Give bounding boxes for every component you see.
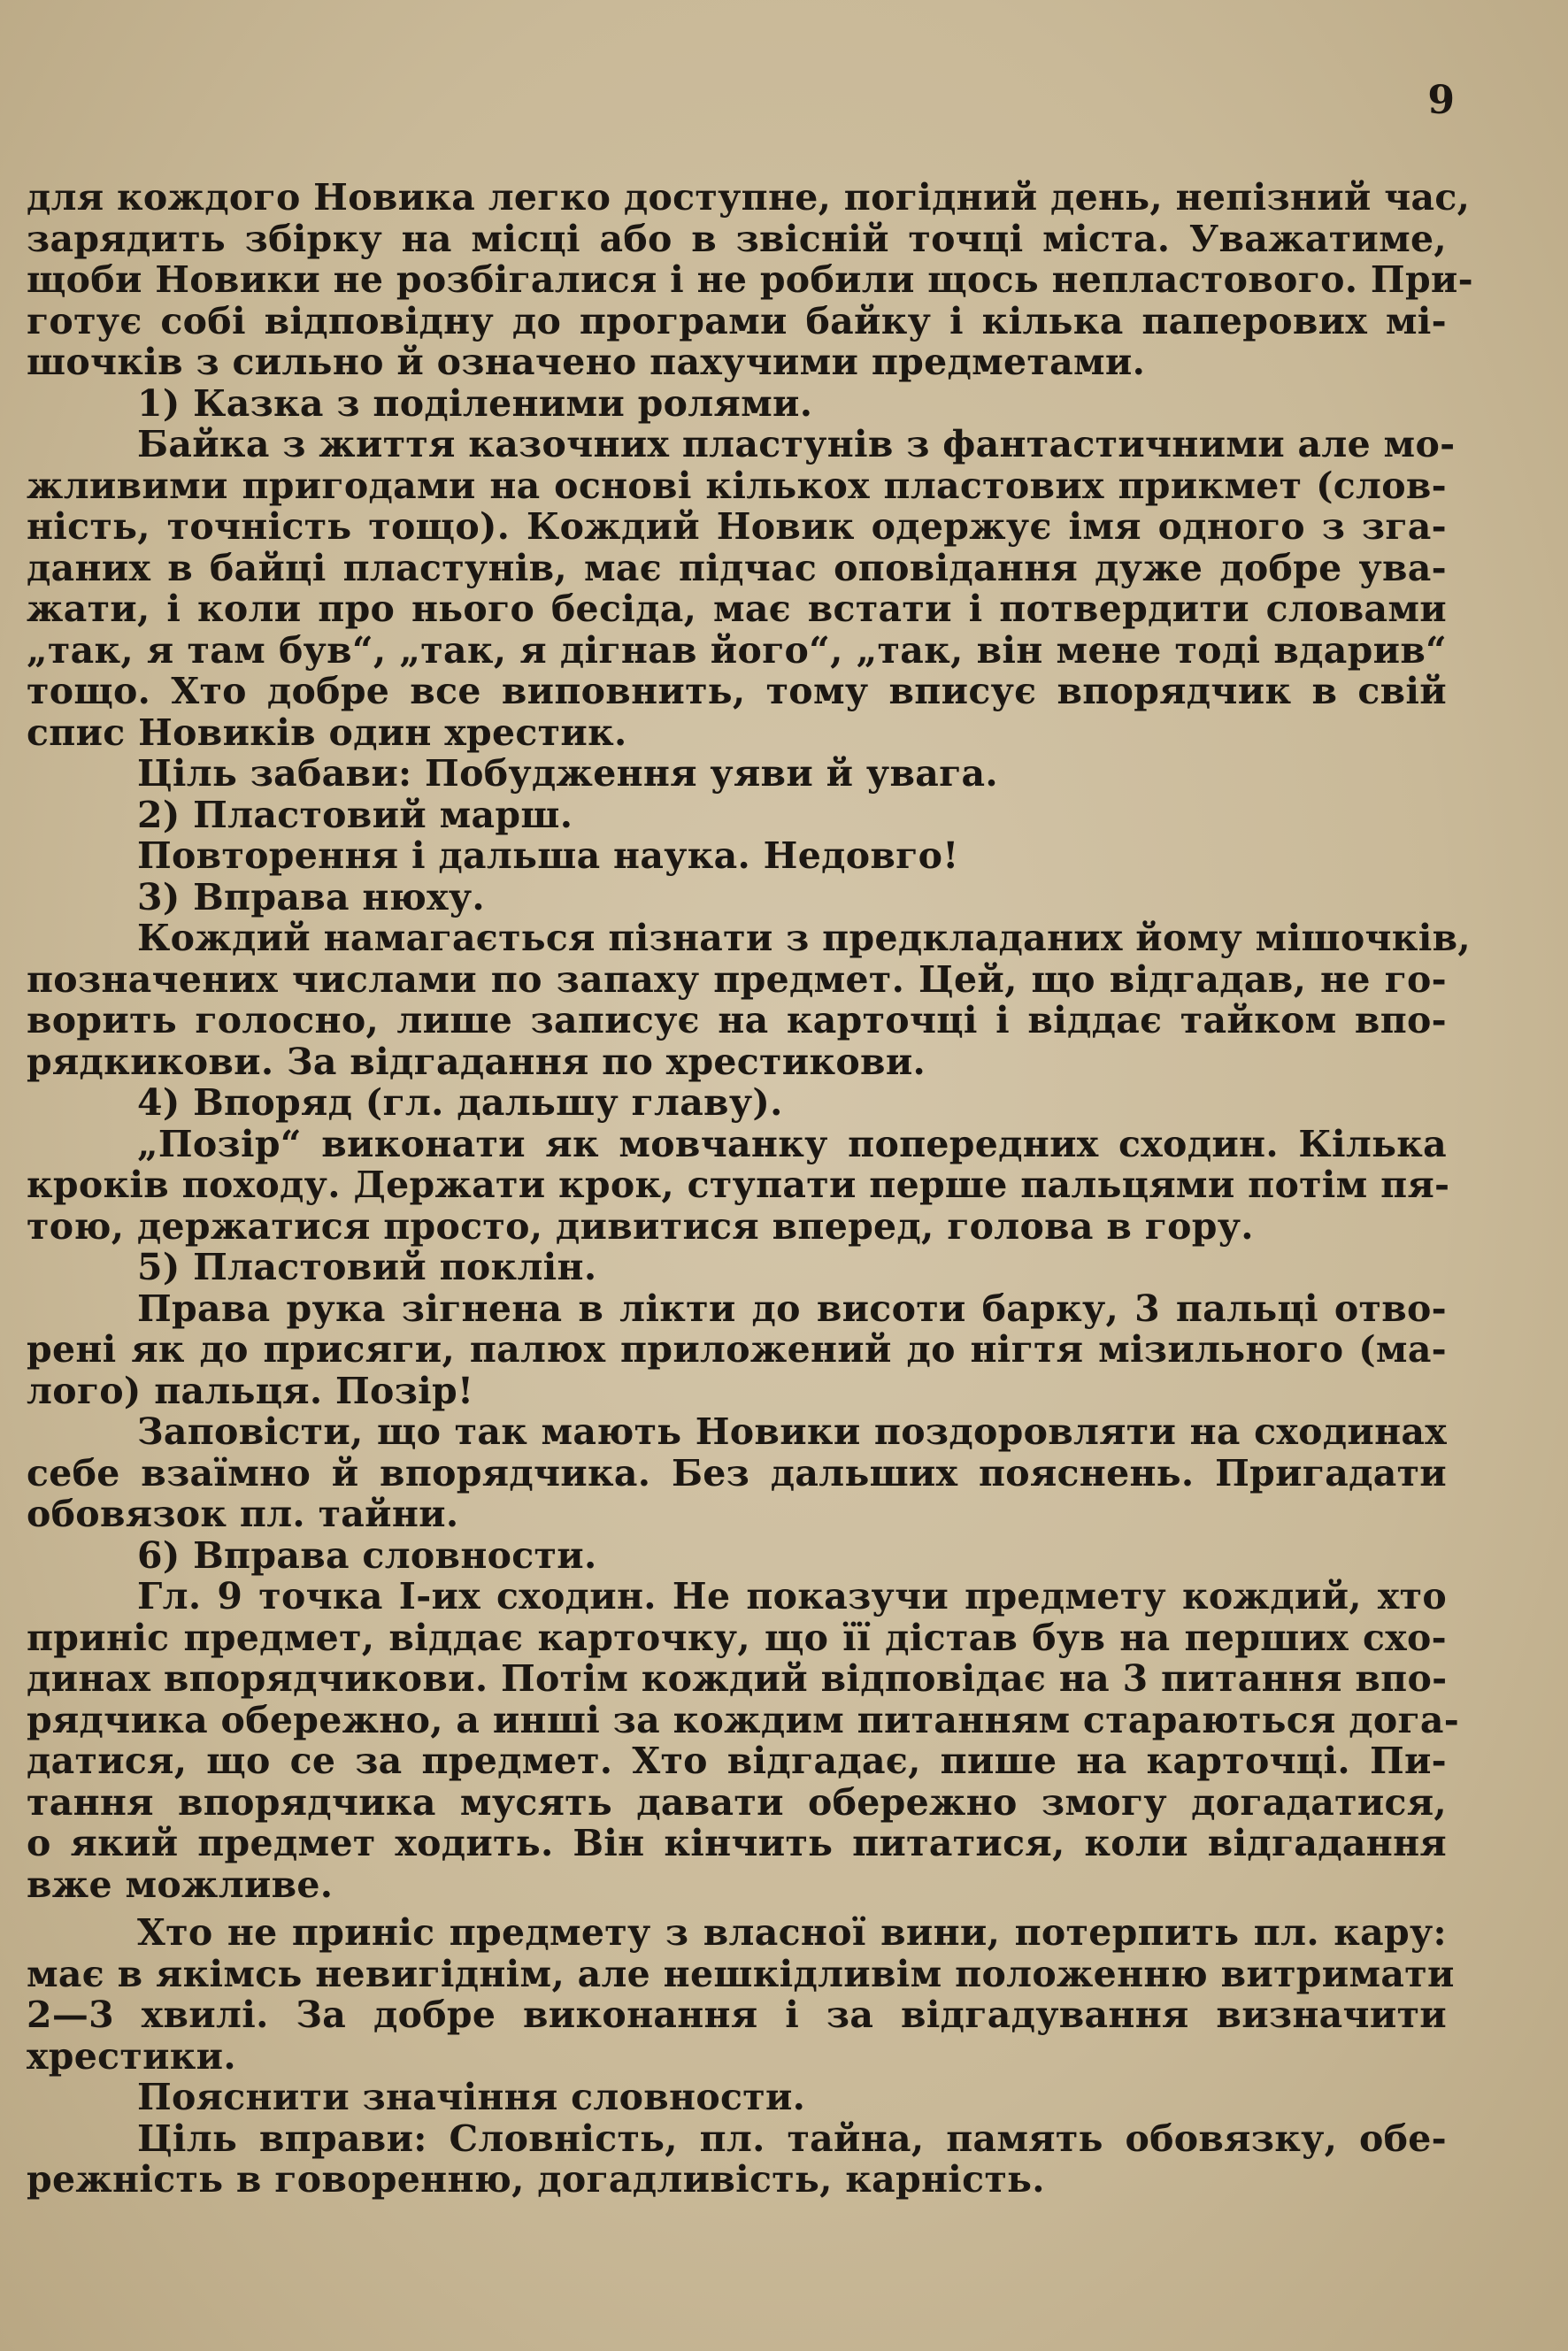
text-line: „Позір“ виконати як мовчанку попередних сходин. Кілька (137, 1122, 1447, 1165)
text-line: 2—3 хвилі. За добре виконання і за відгадування визначити (27, 1994, 1447, 2036)
text-line: Повторення і дальша наука. Недовго! (137, 834, 959, 877)
text-line: 2) Пластовий марш. (137, 793, 573, 836)
text-line: шочків з сильно й означено пахучими предметами. (27, 341, 1146, 383)
text-line: готує собі відповідну до програми байку і кілька паперових мі- (27, 299, 1447, 342)
text-line: лого) пальця. Позір! (27, 1369, 474, 1412)
text-line: Байка з життя казочних пластунів з фантастичними але мо- (137, 423, 1456, 465)
text-line: „так, я там був“, „так, я дігнав його“, „так, він мене тоді вдарив“ (27, 628, 1447, 672)
text-line: Кождий намагається пізнати з предкладаних йому мішочків, (137, 917, 1471, 959)
text-line: Заповісти, що так мають Новики поздоровляти на сходинах (137, 1410, 1447, 1453)
text-line: вже можливе. (27, 1863, 334, 1906)
text-line: тою, держатися просто, дивитися вперед, голова в гору. (27, 1204, 1254, 1248)
text-line: рядчика обережно, а инші за кождим питанням стараються дога- (27, 1698, 1460, 1741)
text-line: кроків походу. Держати крок, ступати перше пальцями потім пя- (27, 1164, 1450, 1206)
text-line: Ціль вправи: Словність, пл. тайна, память обовязку, обе- (137, 2117, 1447, 2160)
text-line: себе взаїмно й впорядчика. Без дальших пояснень. Пригадати (27, 1451, 1447, 1494)
text-line: рядкикови. За відгадання по хрестикови. (27, 1040, 926, 1083)
text-line: рені як до присяги, палюх приложений до нігтя мізильного (ма- (27, 1328, 1447, 1371)
text-line: ворить голосно, лише записує на карточці і віддає тайком впо- (27, 999, 1447, 1041)
page-number: 9 (1427, 78, 1455, 123)
text-line: приніс предмет, віддає карточку, що її дістав був на перших схо- (27, 1616, 1447, 1659)
text-line: о який предмет ходить. Він кінчить питатися, коли відгадання (27, 1822, 1447, 1864)
text-line: хрестики. (27, 2034, 236, 2078)
text-line: щоби Новики не розбігалися і не робили щось непластового. При- (27, 258, 1473, 301)
text-line: 6) Вправа словности. (137, 1533, 597, 1577)
text-line: обовязок пл. тайни. (27, 1493, 459, 1535)
text-line: для кождого Новика легко доступне, погідний день, непізний час, (27, 176, 1471, 219)
text-line: жливими пригодами на основі кількох пластових прикмет (слов- (27, 464, 1447, 507)
text-line: 5) Пластовий поклін. (137, 1246, 597, 1288)
text-line: датися, що се за предмет. Хто відгадає, пише на карточці. Пи- (27, 1740, 1447, 1782)
text-line: тання впорядчика мусять давати обережно змогу догадатися, (27, 1780, 1447, 1824)
text-line: спис Новиків один хрестик. (27, 711, 627, 754)
text-line: тощо. Хто добре все виповнить, тому вписує впорядчик в свій (27, 670, 1447, 712)
text-line: Гл. 9 точка I-их сходин. Не показучи предмету кождий, хто (137, 1575, 1447, 1617)
text-line: 1) Казка з поділеними ролями. (137, 381, 813, 425)
text-line: даних в байці пластунів, має підчас оповідання дуже добре ува- (27, 546, 1447, 589)
text-line: динах впорядчикови. Потім кождий відповідає на 3 питання впо- (27, 1657, 1448, 1700)
text-line: позначених числами по запаху предмет. Цей, що відгадав, не го- (27, 957, 1447, 1001)
text-line: ність, точність тощо). Кождий Новик одержує імя одного з зга- (27, 505, 1447, 548)
text-line: Права рука зігнена в лікти до висоти барку, 3 пальці отво- (137, 1287, 1447, 1330)
text-line: жати, і коли про нього бесіда, має встати і потвердити словами (27, 588, 1447, 630)
text-line: 3) Вправа нюху. (137, 875, 485, 918)
text-line: має в якімсь невигіднім, але нешкідливім положенню витримати (27, 1952, 1455, 1995)
text-line: Ціль забави: Побудження уяви й увага. (137, 752, 998, 795)
page-text (27, 176, 1473, 2201)
text-line: Хто не приніс предмету з власної вини, потерпить пл. кару: (137, 1911, 1447, 1954)
text-line: режність в говоренню, догадливість, карність. (27, 2158, 1045, 2201)
text-line: Пояснити значіння словности. (137, 2076, 806, 2118)
text-line: 4) Впоряд (гл. дальшу главу). (137, 1081, 783, 1124)
text-line: зарядить збірку на місці або в звісній точці міста. Уважатиме, (27, 217, 1447, 260)
